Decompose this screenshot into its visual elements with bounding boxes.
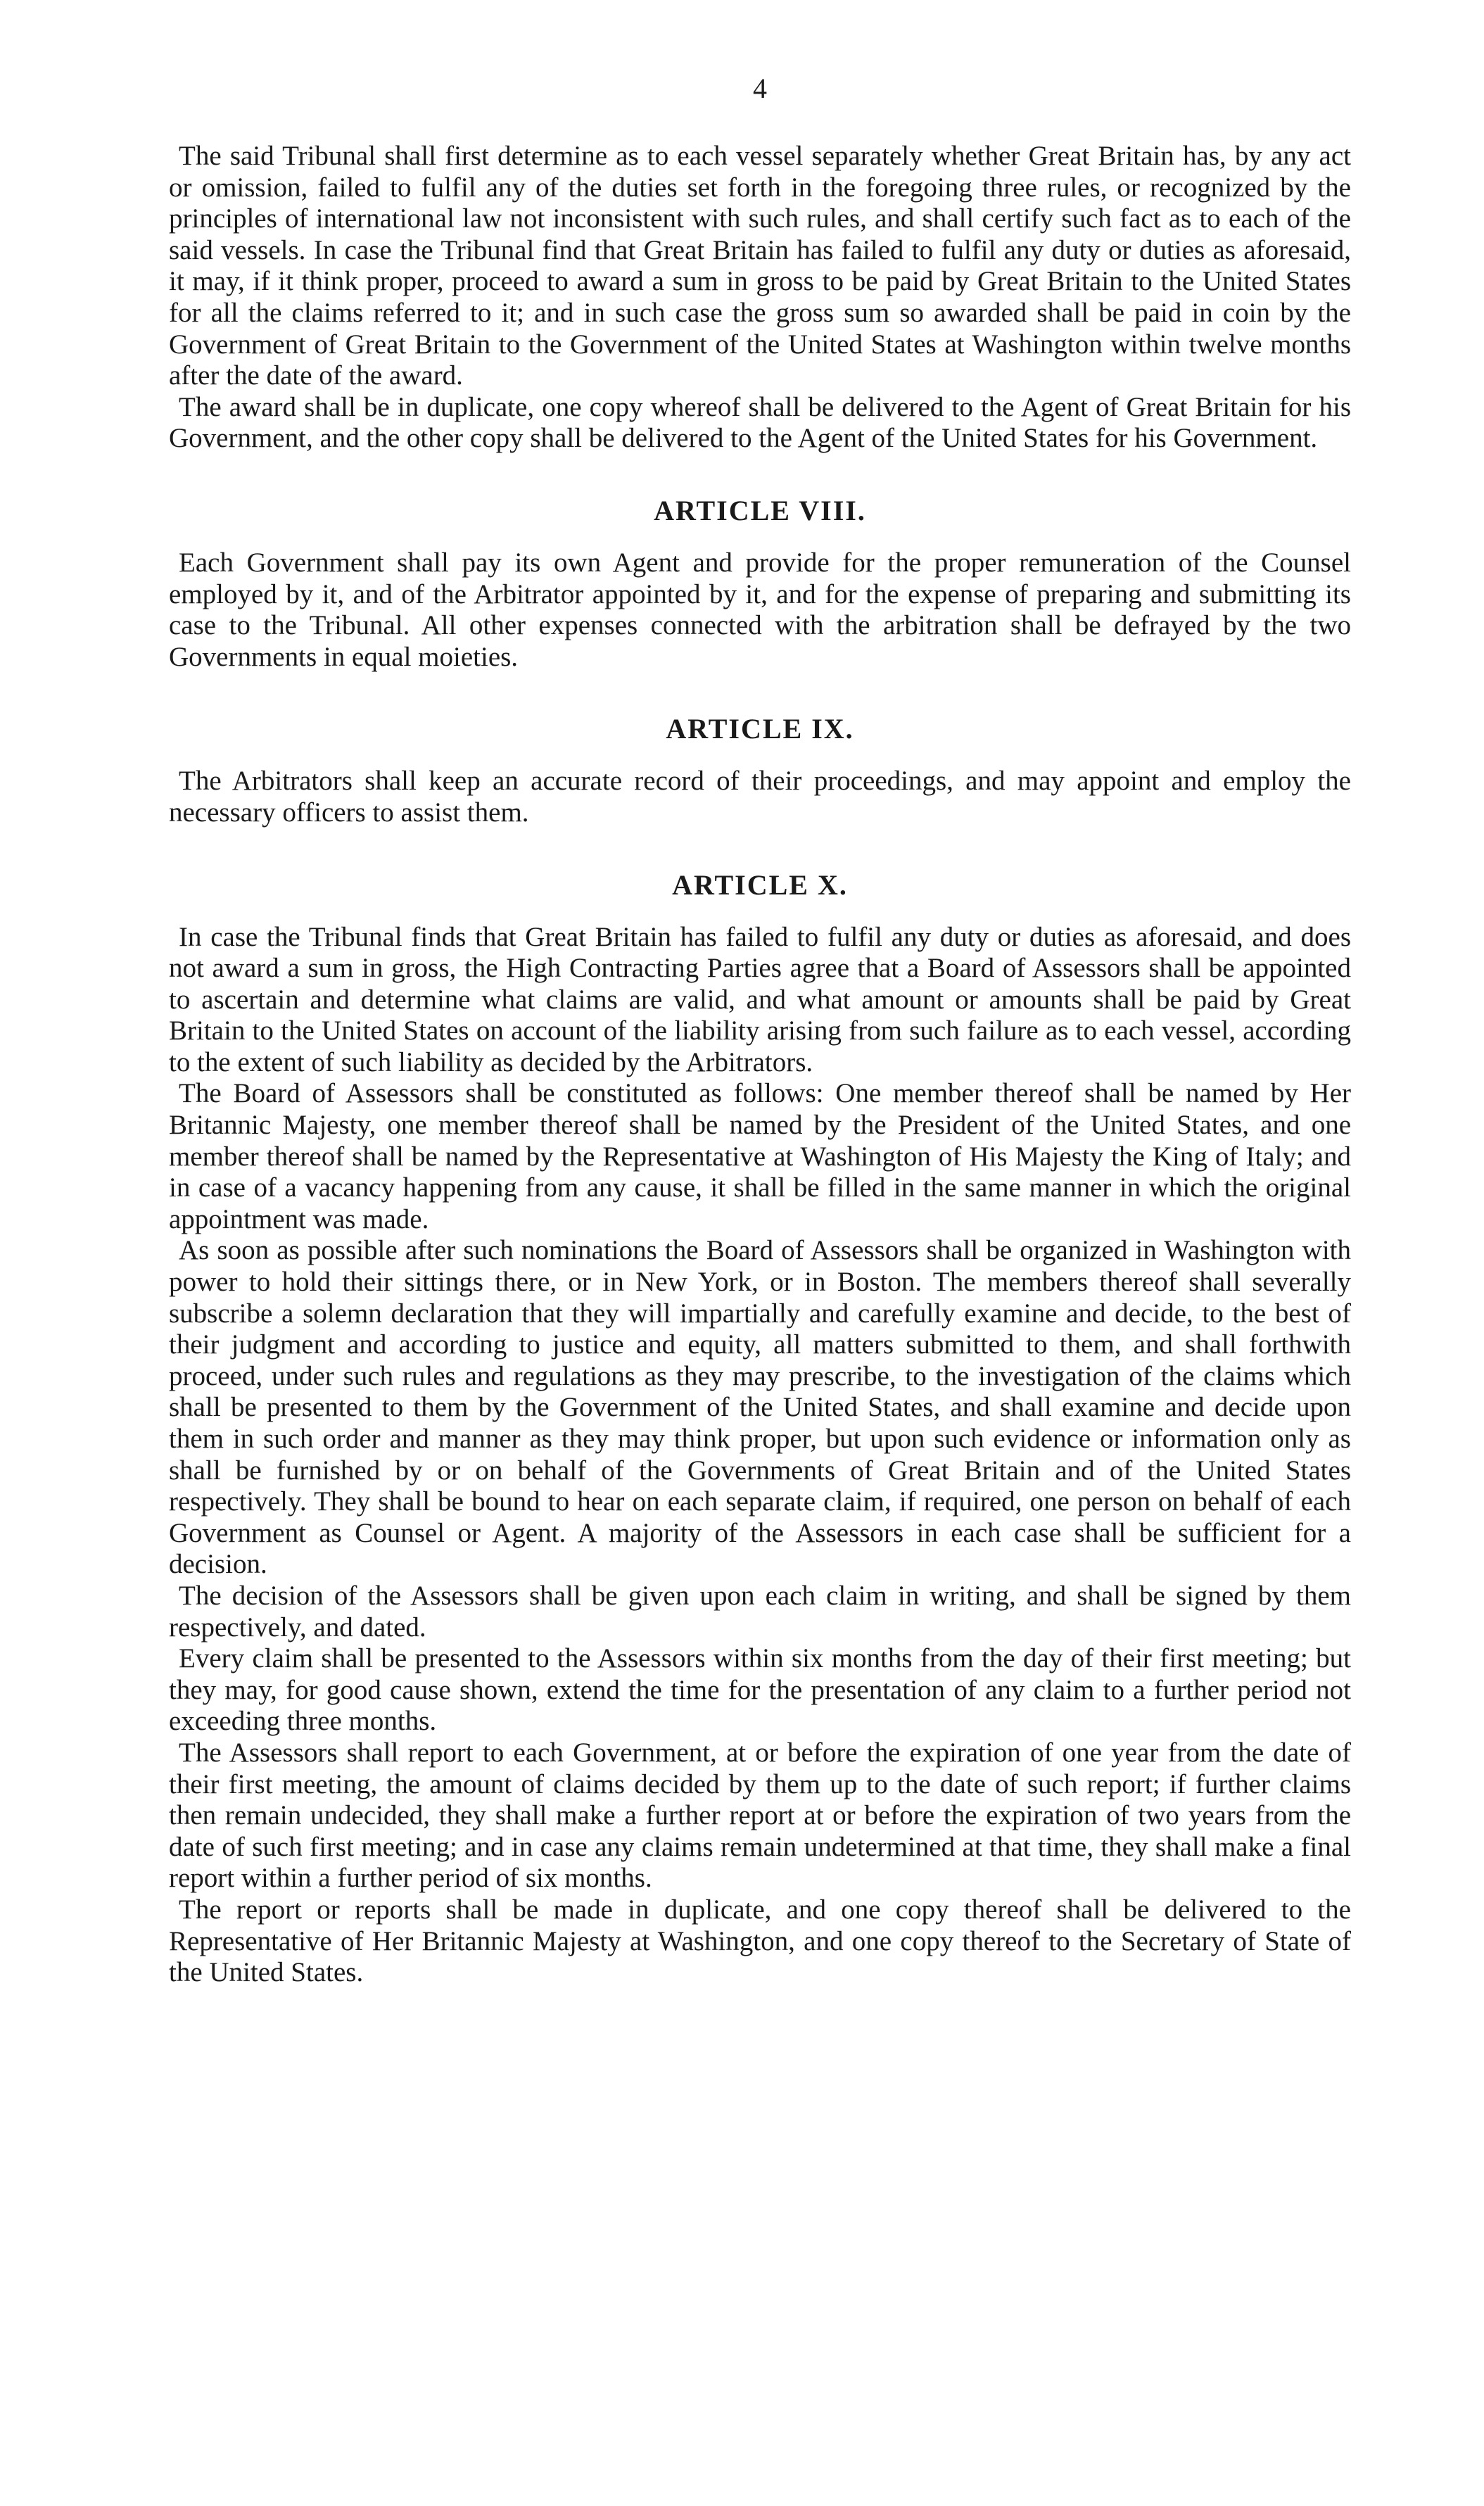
document-page <box>169 68 1351 1989</box>
paragraph: The said Tribunal shall first determine as to each vessel separately whether Great Britain has, by any act or omission, failed to fulfil any of the duties set forth in the foregoing three rules, or recognized by the principles of international law not inconsistent with such rules, and shall certify such fact as to each of the said vessels. In case the Tribunal find that Great Britain has failed to fulfil any duty or duties as aforesaid, it may, if it think proper, proceed to award a sum in gross to be paid by Great Britain to the United States for all the claims referred to it; and in such case the gross sum so awarded shall be paid in coin by the Government of Great Britain to the Government of the United States at Washington within twelve months after the date of the award. <box>169 141 1351 391</box>
paragraph: The decision of the Assessors shall be given upon each claim in writing, and shall be signed by them respectively, and dated. <box>169 1580 1351 1643</box>
paragraph: In case the Tribunal finds that Great Britain has failed to fulfil any duty or duties as aforesaid, and does not award a sum in gross, the High Contracting Parties agree that a Board of Assessors shall be appointed to ascertain and determine what claims are valid, and what amount or amounts shall be paid by Great Britain to the United States on account of the liability arising from such failure as to each vessel, according to the extent of such liability as decided by the Arbitrators. <box>169 921 1351 1077</box>
section-divider <box>169 455 1351 494</box>
article-heading: ARTICLE VIII. <box>654 494 866 526</box>
paragraph: The award shall be in duplicate, one copy whereof shall be delivered to the Agent of Great Britain for his Government, and the other copy shall be delivered to the Agent of the United States for his Government. <box>169 391 1351 454</box>
paragraph: Each Government shall pay its own Agent and provide for the proper remuneration of the Counsel employed by it, and of the Arbitrator appointed by it, and for the expense of preparing and submitting its case to the Tribunal. All other expenses connected with the arbitration shall be defrayed by the two Governments in equal moieties. <box>169 547 1351 672</box>
page-number: 4 <box>753 72 767 104</box>
paragraph: The report or reports shall be made in duplicate, and one copy thereof shall be delivered to the Representative of Her Britannic Majesty at Washington, and one copy thereof to the Secretary of State of the United States. <box>169 1894 1351 1988</box>
section-divider <box>169 829 1351 868</box>
paragraph: The Arbitrators shall keep an accurate record of their proceedings, and may appoint and employ the necessary officers to assist them. <box>169 766 1351 828</box>
article-viii <box>169 494 1351 673</box>
section-divider <box>169 673 1351 712</box>
paragraph: As soon as possible after such nominations the Board of Assessors shall be organized in Washington with power to hold their sittings there, or in New York, or in Boston. The members thereof shall severally subscribe a solemn declaration that they will impartially and carefully examine and decide, to the best of their judgment and according to justice and equity, all matters submitted to them, and shall forthwith proceed, under such rules and regulations as they may prescribe, to the investigation of the claims which shall be presented to them by the Government of the United States, and shall examine and decide upon them in such order and manner as they may think proper, but upon such evidence or information only as shall be furnished by or on behalf of the Governments of Great Britain and of the United States respectively. They shall be bound to hear on each separate claim, if required, one person on behalf of each Government as Counsel or Agent. A majority of the Assessors in each case shall be sufficient for a decision. <box>169 1235 1351 1580</box>
article-heading: ARTICLE IX. <box>666 713 854 745</box>
article-heading: ARTICLE X. <box>672 868 848 901</box>
paragraph: Every claim shall be presented to the Assessors within six months from the day of their first meeting; but they may, for good cause shown, extend the time for the presentation of any claim to a further period not exceeding three months. <box>169 1643 1351 1737</box>
article-ix <box>169 712 1351 828</box>
paragraph: The Assessors shall report to each Government, at or before the expiration of one year from the date of their first meeting, the amount of claims decided by them up to the date of such report; if further claims then remain undecided, they shall make a further report at or before the expiration of two years from the date of such first meeting; and in case any claims remain undetermined at that time, they shall make a final report within a further period of six months. <box>169 1737 1351 1894</box>
paragraph: The Board of Assessors shall be constituted as follows: One member thereof shall be named by Her Britannic Majesty, one member thereof shall be named by the President of the United States, and one member thereof shall be named by the Representative at Washington of His Majesty the King of Italy; and in case of a vacancy happening from any cause, it shall be filled in the same manner in which the original appointment was made. <box>169 1078 1351 1234</box>
article-vii-continuation <box>169 141 1351 455</box>
article-x <box>169 868 1351 1989</box>
